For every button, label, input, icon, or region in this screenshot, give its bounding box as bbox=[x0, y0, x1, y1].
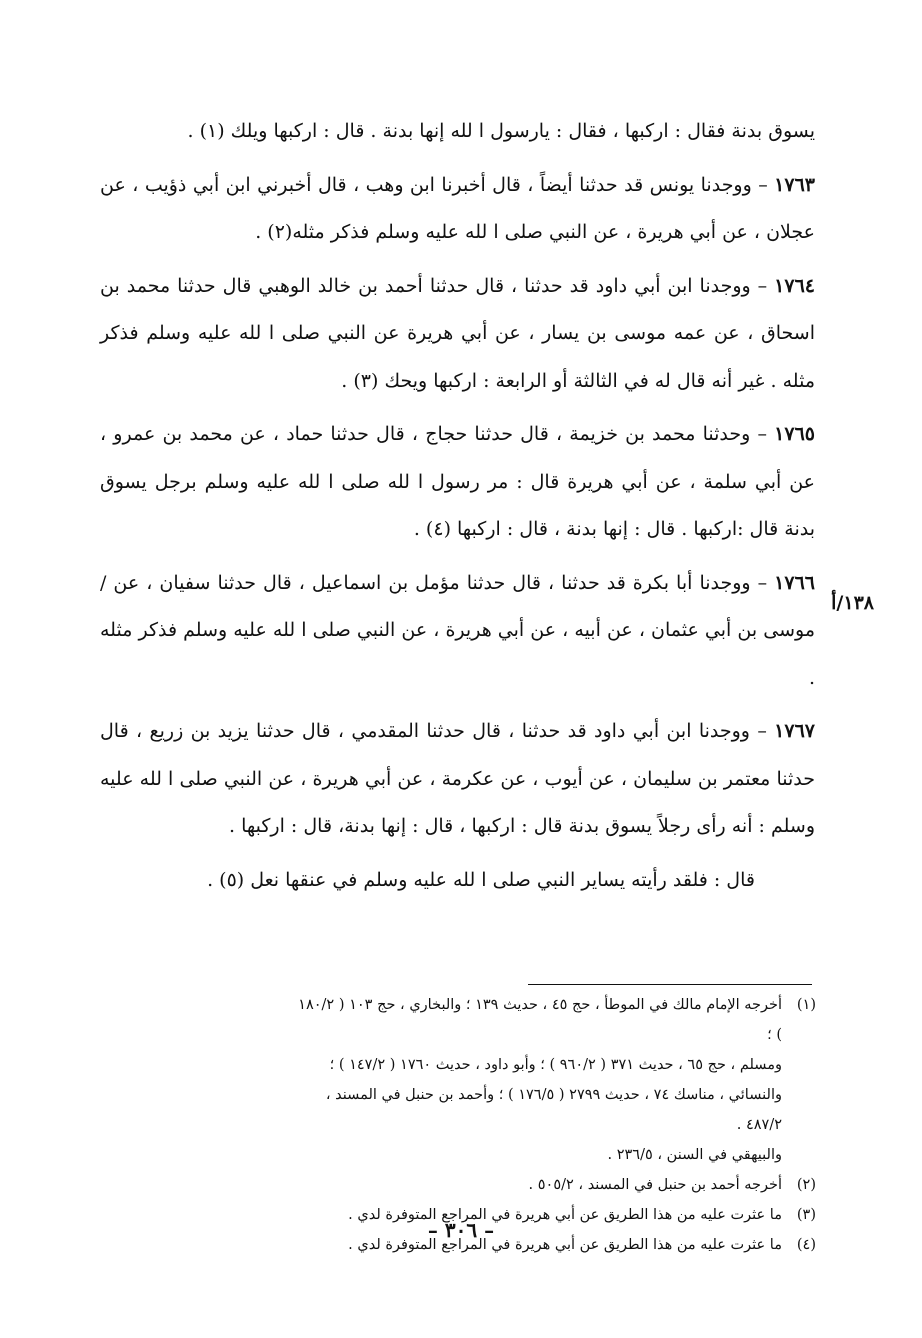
hadith-1767 bbox=[100, 708, 815, 851]
footnote-marker: (٣) bbox=[796, 1207, 816, 1223]
footnote-2 bbox=[290, 1170, 816, 1200]
paragraph-final bbox=[100, 857, 815, 905]
hadith-1765 bbox=[100, 411, 815, 554]
footnote-marker: (١) bbox=[796, 997, 816, 1013]
footnote-text bbox=[290, 990, 782, 1170]
footnote-text bbox=[290, 1170, 782, 1200]
footnote-marker: (٤) bbox=[796, 1237, 816, 1253]
manuscript-folio-note: ١٣٨/أ bbox=[831, 592, 874, 614]
paragraph-text: قال : فلقد رأيته يساير النبي صلى ا لله عليه وسلم في عنقها نعل (٥) . bbox=[207, 868, 755, 891]
footnote-line: أخرجه أحمد بن حنبل في المسند ، ٥٠٥/٢ . bbox=[528, 1177, 782, 1193]
main-text bbox=[100, 108, 815, 904]
paragraph-text: – ووجدنا أبا بكرة قد حدثنا ، قال حدثنا مؤمل بن اسماعيل ، قال حدثنا سفيان ، عن / موسى بن أبي عثمان ، عن أبيه ، عن أبي هريرة ، عن النبي صلى ا لله عليه وسلم فذكر مثله . bbox=[100, 571, 815, 689]
paragraph-text: يسوق بدنة فقال : اركبها ، فقال : يارسول ا لله إنها بدنة . قال : اركبها ويلك (١) . bbox=[187, 120, 815, 142]
footnote-divider bbox=[528, 984, 812, 985]
footnote-line: والنسائي ، مناسك ٧٤ ، حديث ٢٧٩٩ ( ١٧٦/٥ ) ؛ وأحمد بن حنبل في المسند ، ٤٨٧/٢ . bbox=[325, 1087, 782, 1133]
footnote-marker: (٢) bbox=[796, 1177, 816, 1193]
footnote-line: ما عثرت عليه من هذا الطريق عن أبي هريرة في المراجع المتوفرة لدي . bbox=[348, 1207, 782, 1223]
paragraph-text: – ووجدنا ابن أبي داود قد حدثنا ، قال حدثنا المقدمي ، قال حدثنا يزيد بن زريع ، قال حدثنا معتمر بن سليمان ، عن أيوب ، عن عكرمة ، عن أبي هريرة ، عن النبي صلى ا لله عليه وسلم : أنه رأى رجلاً يسوق بدنة قال : اركبها ، قال : إنها بدنة، قال : اركبها . bbox=[100, 720, 815, 837]
hadith-1763 bbox=[100, 162, 815, 257]
hadith-number: ١٧٦٤ bbox=[774, 274, 815, 297]
footnote-1 bbox=[290, 990, 816, 1170]
hadith-1766 bbox=[100, 560, 815, 703]
paragraph-text: – وحدثنا محمد بن خزيمة ، قال حدثنا حجاج ، قال حدثنا حماد ، عن محمد بن عمرو ، عن أبي سلمة ، عن أبي هريرة قال : مر رسول ا لله صلى ا لله عليه وسلم برجل يسوق بدنة قال :اركبها . قال : إنها بدنة ، قال : اركبها (٤) . bbox=[100, 423, 815, 540]
hadith-number: ١٧٦٦ bbox=[774, 571, 815, 594]
paragraph-continuation bbox=[100, 108, 815, 156]
footnote-line: والبيهقي في السنن ، ٢٣٦/٥ . bbox=[607, 1147, 782, 1163]
footnote-line: أخرجه الإمام مالك في الموطأ ، حج ٤٥ ، حديث ١٣٩ ؛ والبخاري ، حج ١٠٣ ( ١٨٠/٢ ) ؛ bbox=[298, 997, 782, 1043]
paragraph-text: – ووجدنا يونس قد حدثنا أيضاً ، قال أخبرنا ابن وهب ، قال أخبرني ابن أبي ذؤيب ، عن عجلان ، عن أبي هريرة ، عن النبي صلى ا لله عليه وسلم فذكر مثله(٢) . bbox=[100, 173, 815, 243]
hadith-number: ١٧٦٧ bbox=[774, 720, 815, 742]
hadith-number: ١٧٦٥ bbox=[774, 423, 815, 445]
hadith-1764 bbox=[100, 263, 815, 406]
footnote-line: ما عثرت عليه من هذا الطريق عن أبي هريرة في المراجع المتوفرة لدي . bbox=[348, 1237, 782, 1253]
paragraph-text: – ووجدنا ابن أبي داود قد حدثنا ، قال حدثنا أحمد بن خالد الوهبي قال حدثنا محمد بن اسحاق ، عن عمه موسى بن يسار ، عن أبي هريرة عن النبي صلى ا لله عليه وسلم فذكر مثله . غير أنه قال له في الثالثة أو الرابعة : اركبها ويحك (٣) . bbox=[100, 274, 815, 392]
footnote-line: ومسلم ، حج ٦٥ ، حديث ٣٧١ ( ٩٦٠/٢ ) ؛ وأبو داود ، حديث ١٧٦٠ ( ١٤٧/٢ ) ؛ bbox=[329, 1057, 782, 1073]
hadith-number: ١٧٦٣ bbox=[774, 173, 815, 196]
page-number: – ٣٠٦ – bbox=[427, 1218, 495, 1242]
